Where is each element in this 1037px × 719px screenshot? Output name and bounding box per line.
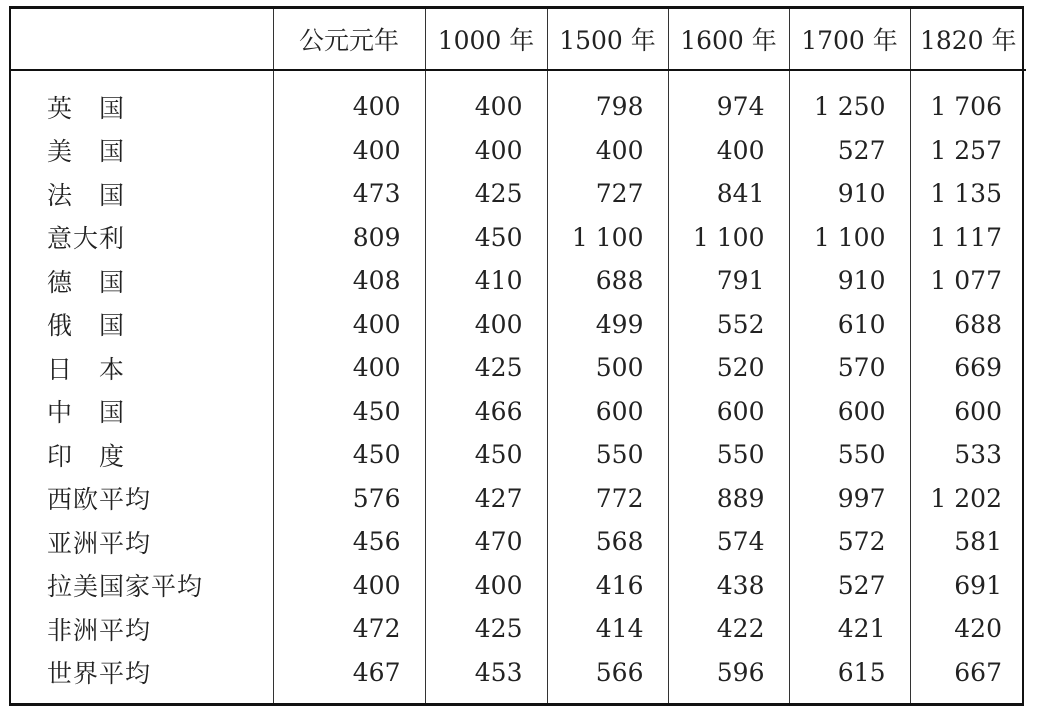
row-label: 非洲平均 xyxy=(47,615,152,645)
header-row xyxy=(11,9,1026,70)
value-cell: 974 xyxy=(668,85,789,129)
row-label: 美 国 xyxy=(47,137,126,167)
value-cell: 420 xyxy=(910,607,1026,651)
value-cell: 791 xyxy=(668,259,789,303)
value-cell: 500 xyxy=(547,346,668,390)
header-cell-year-1500: 1500 年 xyxy=(547,9,668,70)
value-cell: 427 xyxy=(425,477,547,521)
value-cell: 600 xyxy=(910,390,1026,434)
table-row xyxy=(11,564,1026,608)
value-cell: 550 xyxy=(668,433,789,477)
value-cell: 550 xyxy=(547,433,668,477)
table-row xyxy=(11,129,1026,173)
value-cell: 610 xyxy=(789,303,910,347)
value-cell: 550 xyxy=(789,433,910,477)
value-cell: 596 xyxy=(668,651,789,695)
value-cell: 450 xyxy=(425,216,547,260)
row-label: 日 本 xyxy=(47,354,126,384)
value-cell: 1 077 xyxy=(910,259,1026,303)
header-cell-year-1820: 1820 年 xyxy=(910,9,1026,70)
value-cell: 798 xyxy=(547,85,668,129)
value-cell: 570 xyxy=(789,346,910,390)
value-cell: 533 xyxy=(910,433,1026,477)
value-cell: 581 xyxy=(910,520,1026,564)
data-table-frame xyxy=(9,6,1024,706)
table-row xyxy=(11,259,1026,303)
row-label: 拉美国家平均 xyxy=(47,572,204,602)
value-cell: 472 xyxy=(273,607,425,651)
value-cell: 400 xyxy=(425,564,547,608)
value-cell: 727 xyxy=(547,172,668,216)
value-cell: 600 xyxy=(789,390,910,434)
header-cell-year-1: 公元元年 xyxy=(273,9,425,70)
value-cell: 552 xyxy=(668,303,789,347)
header-cell-label xyxy=(11,9,273,70)
spacer-row xyxy=(11,70,1026,85)
value-cell: 473 xyxy=(273,172,425,216)
header-cell-year-1000: 1000 年 xyxy=(425,9,547,70)
value-cell: 600 xyxy=(547,390,668,434)
value-cell: 691 xyxy=(910,564,1026,608)
value-cell: 568 xyxy=(547,520,668,564)
value-cell: 910 xyxy=(789,259,910,303)
value-cell: 566 xyxy=(547,651,668,695)
value-cell: 400 xyxy=(668,129,789,173)
row-label: 俄 国 xyxy=(47,311,126,341)
table-row xyxy=(11,85,1026,129)
value-cell: 400 xyxy=(273,564,425,608)
value-cell: 1 100 xyxy=(668,216,789,260)
table-row xyxy=(11,477,1026,521)
value-cell: 600 xyxy=(668,390,789,434)
table-row xyxy=(11,346,1026,390)
value-cell: 688 xyxy=(547,259,668,303)
value-cell: 576 xyxy=(273,477,425,521)
value-cell: 667 xyxy=(910,651,1026,695)
value-cell: 438 xyxy=(668,564,789,608)
value-cell: 615 xyxy=(789,651,910,695)
value-cell: 520 xyxy=(668,346,789,390)
value-cell: 425 xyxy=(425,607,547,651)
row-label: 西欧平均 xyxy=(47,485,152,515)
value-cell: 669 xyxy=(910,346,1026,390)
value-cell: 1 117 xyxy=(910,216,1026,260)
value-cell: 408 xyxy=(273,259,425,303)
value-cell: 467 xyxy=(273,651,425,695)
value-cell: 400 xyxy=(273,346,425,390)
header-cell-year-1700: 1700 年 xyxy=(789,9,910,70)
bottom-padding-row xyxy=(11,694,1026,703)
table-row xyxy=(11,390,1026,434)
table-row xyxy=(11,216,1026,260)
value-cell: 527 xyxy=(789,564,910,608)
table-row xyxy=(11,520,1026,564)
value-cell: 574 xyxy=(668,520,789,564)
value-cell: 841 xyxy=(668,172,789,216)
table-row xyxy=(11,433,1026,477)
value-cell: 410 xyxy=(425,259,547,303)
value-cell: 499 xyxy=(547,303,668,347)
table-row xyxy=(11,303,1026,347)
value-cell: 400 xyxy=(425,129,547,173)
value-cell: 572 xyxy=(789,520,910,564)
row-label: 亚洲平均 xyxy=(47,528,152,558)
row-label: 英 国 xyxy=(47,93,126,123)
value-cell: 1 250 xyxy=(789,85,910,129)
row-label: 印 度 xyxy=(47,441,126,471)
value-cell: 809 xyxy=(273,216,425,260)
row-label: 法 国 xyxy=(47,180,126,210)
value-cell: 1 100 xyxy=(789,216,910,260)
value-cell: 422 xyxy=(668,607,789,651)
value-cell: 1 257 xyxy=(910,129,1026,173)
value-cell: 416 xyxy=(547,564,668,608)
value-cell: 400 xyxy=(273,85,425,129)
value-cell: 414 xyxy=(547,607,668,651)
value-cell: 456 xyxy=(273,520,425,564)
value-cell: 425 xyxy=(425,172,547,216)
row-label: 中 国 xyxy=(47,398,126,428)
value-cell: 450 xyxy=(273,390,425,434)
value-cell: 1 100 xyxy=(547,216,668,260)
value-cell: 450 xyxy=(273,433,425,477)
row-label: 德 国 xyxy=(47,267,126,297)
value-cell: 1 202 xyxy=(910,477,1026,521)
value-cell: 453 xyxy=(425,651,547,695)
value-cell: 421 xyxy=(789,607,910,651)
value-cell: 466 xyxy=(425,390,547,434)
value-cell: 772 xyxy=(547,477,668,521)
value-cell: 997 xyxy=(789,477,910,521)
row-label: 意大利 xyxy=(47,224,126,254)
value-cell: 450 xyxy=(425,433,547,477)
value-cell: 400 xyxy=(273,303,425,347)
row-label: 世界平均 xyxy=(47,659,152,689)
table-row xyxy=(11,607,1026,651)
value-cell: 425 xyxy=(425,346,547,390)
value-cell: 527 xyxy=(789,129,910,173)
value-cell: 470 xyxy=(425,520,547,564)
header-cell-year-1600: 1600 年 xyxy=(668,9,789,70)
value-cell: 400 xyxy=(425,85,547,129)
table-row xyxy=(11,172,1026,216)
income-table xyxy=(11,9,1026,703)
table-row xyxy=(11,651,1026,695)
value-cell: 1 706 xyxy=(910,85,1026,129)
value-cell: 688 xyxy=(910,303,1026,347)
value-cell: 400 xyxy=(547,129,668,173)
value-cell: 1 135 xyxy=(910,172,1026,216)
value-cell: 910 xyxy=(789,172,910,216)
value-cell: 889 xyxy=(668,477,789,521)
value-cell: 400 xyxy=(425,303,547,347)
value-cell: 400 xyxy=(273,129,425,173)
